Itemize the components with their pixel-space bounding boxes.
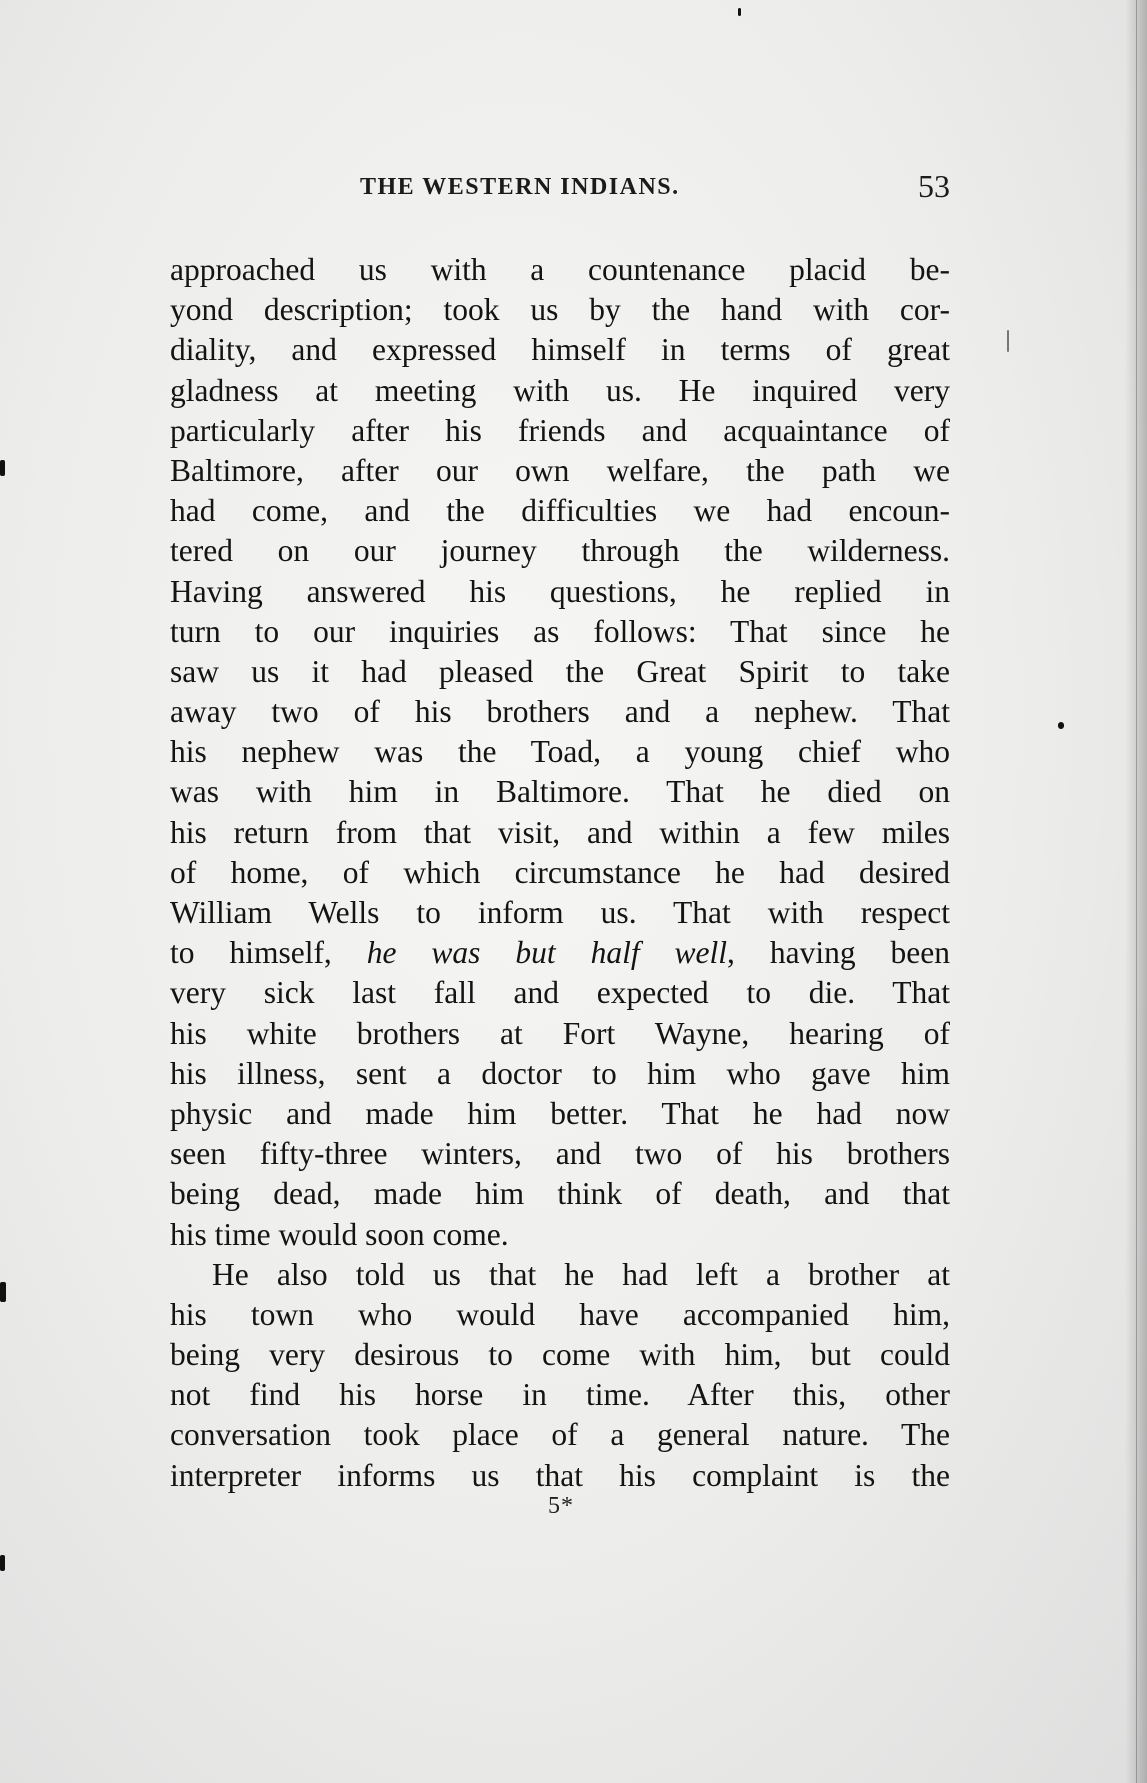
text-line: being very desirous to come with him, but could xyxy=(170,1337,950,1373)
page-edge-line xyxy=(1136,0,1137,1783)
page-number: 53 xyxy=(918,168,950,204)
text-line: of home, of which circumstance he had desired xyxy=(170,854,950,890)
text-segment: to himself, xyxy=(170,935,367,971)
text-line: his nephew was the Toad, a young chief who xyxy=(170,734,950,770)
text-line: his return from that visit, and within a few miles xyxy=(170,814,950,850)
text-line: gladness at meeting with us. He inquired very xyxy=(170,372,950,408)
text-line: saw us it had pleased the Great Spirit to take xyxy=(170,653,950,689)
text-segment: , having been xyxy=(727,935,950,971)
text-line: being dead, made him think of death, and that xyxy=(170,1176,950,1212)
text-line: was with him in Baltimore. That he died on xyxy=(170,774,950,810)
page-speck xyxy=(1058,722,1064,729)
text-line: diality, and expressed himself in terms of great xyxy=(170,332,950,368)
text-line: seen fifty-three winters, and two of his brothers xyxy=(170,1136,950,1172)
text-line: very sick last fall and expected to die. That xyxy=(170,975,950,1011)
signature-mark: 5* xyxy=(548,1493,574,1519)
running-head xyxy=(170,168,950,208)
text-line: approached us with a countenance placid be- xyxy=(170,252,950,287)
margin-speck xyxy=(0,1555,5,1571)
text-line: away two of his brothers and a nephew. That xyxy=(170,694,950,730)
italic-phrase: he was but half well xyxy=(366,935,728,971)
margin-speck xyxy=(0,460,5,476)
text-line: conversation took place of a general nature. The xyxy=(170,1417,950,1453)
running-head-title: THE WESTERN INDIANS. xyxy=(360,174,680,200)
text-line: He also told us that he had left a brother at xyxy=(212,1256,950,1292)
text-line: his illness, sent a doctor to him who gave him xyxy=(170,1055,950,1091)
text-line: tered on our journey through the wilderness. xyxy=(170,533,950,569)
text-line: particularly after his friends and acquaintance of xyxy=(170,412,950,448)
text-line: interpreter informs us that his complaint is the xyxy=(170,1457,950,1493)
text-line: had come, and the difficulties we had encoun- xyxy=(170,493,950,529)
text-line: William Wells to inform us. That with respect xyxy=(170,895,950,930)
text-line: his town who would have accompanied him, xyxy=(170,1296,950,1332)
text-line-with-italic xyxy=(170,933,950,973)
text-line: Having answered his questions, he replied in xyxy=(170,573,950,609)
text-line: Baltimore, after our own welfare, the path we xyxy=(170,452,950,488)
body-text xyxy=(170,250,950,1496)
page-speck xyxy=(738,8,741,16)
page-speck xyxy=(1007,330,1009,352)
text-line: not find his horse in time. After this, other xyxy=(170,1377,950,1413)
text-line: his time would soon come. xyxy=(170,1216,509,1252)
text-line: yond description; took us by the hand with cor- xyxy=(170,292,950,328)
text-line: turn to our inquiries as follows: That since he xyxy=(170,613,950,649)
text-line: physic and made him better. That he had now xyxy=(170,1095,950,1131)
text-line: his white brothers at Fort Wayne, hearing of xyxy=(170,1015,950,1051)
margin-speck xyxy=(0,1282,6,1302)
